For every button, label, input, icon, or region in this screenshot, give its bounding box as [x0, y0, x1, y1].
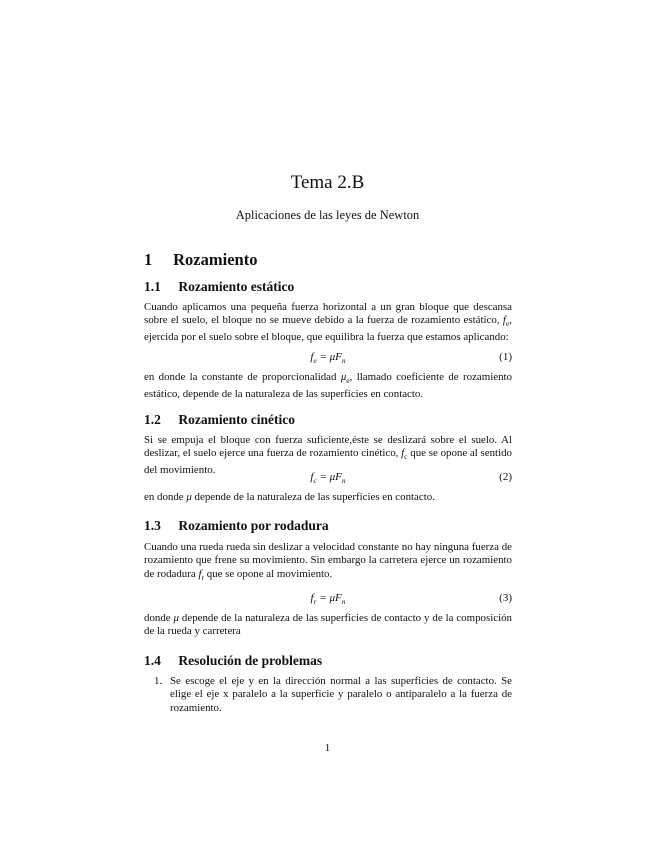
subsection-number: 1.2 [144, 412, 161, 427]
subsection-title: Rozamiento estático [178, 279, 295, 294]
list-item-number: 1. [154, 675, 163, 687]
subsection-number: 1.3 [144, 518, 161, 533]
section-title: Rozamiento [173, 250, 258, 269]
equation-1: $f_e = \mu F_n$ (1) [310, 351, 512, 366]
paragraph-static-friction: Cuando aplicamos una pequeña fuerza horizontal a un gran bloque que descansa sobre el suelo, el bloque no se mueve debido a la fuerza de rozamiento estático, $f_e$, ejercida por el suelo sobre el bloque, que equilibra la fuerza que estamos aplicando: [144, 301, 512, 343]
paragraph-kinetic-coefficient: en donde μ depende de la naturaleza de las superficies en contacto. [144, 491, 435, 503]
paragraph-rolling-coefficient: donde μ depende de la naturaleza de las superficies de contacto y de la composición de la rueda y carretera [144, 612, 512, 638]
subsection-title: Rozamiento por rodadura [178, 518, 329, 533]
list-item: Se escoge el eje y en la dirección normal a las superficies de contacto. Se elige el eje x paralelo a la superficie y paralelo o antiparalelo a la fuerza de rozamiento. [170, 675, 512, 714]
paragraph-static-coefficient: en donde la constante de proporcionalidad $\mu_e$, llamado coeficiente de rozamiento estático, depende de la naturaleza de las superficies en contacto. [144, 371, 512, 400]
document-title: Tema 2.B [290, 172, 365, 193]
subsection-number: 1.4 [144, 653, 161, 668]
subsection-1-1-heading [144, 279, 294, 295]
paragraph-rolling-friction: Cuando una rueda rueda sin deslizar a velocidad constante no hay ninguna fuerza de rozamiento que frene su movimiento. Sin embargo la carretera ejerce un rozamiento de rodadura $f_r$ que se opone al movimiento. [144, 541, 512, 582]
equation-2: $f_c = \mu F_n$ (2) [310, 471, 512, 486]
subsection-number: 1.1 [144, 279, 161, 294]
subsection-title: Resolución de problemas [178, 653, 323, 668]
document-subtitle: Aplicaciones de las leyes de Newton [235, 208, 420, 222]
subsection-1-2-heading [144, 412, 295, 428]
equation-number: (1) [499, 351, 512, 363]
section-number: 1 [144, 250, 153, 269]
subsection-title: Rozamiento cinético [178, 412, 295, 427]
equation-3: $f_r = \mu F_n$ (3) [310, 592, 512, 607]
equation-number: (3) [499, 592, 512, 604]
equation-number: (2) [499, 471, 512, 483]
subsection-1-3-heading [144, 518, 329, 534]
subsection-1-4-heading [144, 653, 322, 669]
paragraph-kinetic-friction: Si se empuja el bloque con fuerza suficiente,éste se deslizará sobre el suelo. Al deslizar, el suelo ejerce una fuerza de rozamiento cinético, $f_c$ que se opone al sentido del movimiento. [144, 434, 513, 476]
section-1-heading [144, 250, 257, 270]
page-number: 1 [324, 742, 331, 754]
